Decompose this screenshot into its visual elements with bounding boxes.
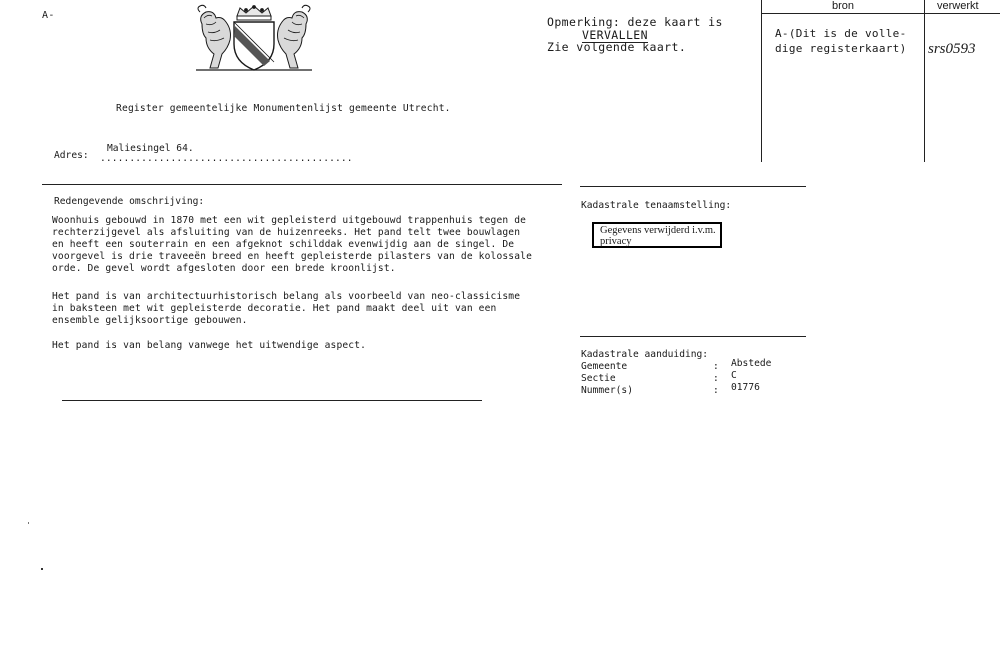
kadaster-value-gemeente: Abstede	[731, 358, 772, 369]
verwerkt-value: srs0593	[928, 41, 976, 57]
kadaster-value-nummer: 01776	[731, 382, 760, 393]
address-dotted-line: ...........................................	[100, 153, 353, 164]
kadaster-separator: :	[713, 385, 719, 396]
volgende-kaart-note: Zie volgende kaart.	[547, 40, 687, 54]
description-paragraph: Woonhuis gebouwd in 1870 met een wit gepleisterd uitgebouwd trappenhuis tegen de rechterzijgevel als afsluiting van de huizenreeks. Het pand telt twee bouwlagen en heeft een souterrain en een afgeknot schilddak evenwijdig aan de singel. De voorgevel is drie traveeën breed en heeft gepleisterde pilasters van de kolossale orde. De gevel wordt afgesloten door een brede kroonlijst.	[52, 215, 532, 274]
kadaster-separator: :	[713, 361, 719, 372]
address-value: Maliesingel 64.	[107, 143, 194, 154]
kadaster-label-gemeente: Gemeente	[581, 361, 628, 372]
table-divider-left	[761, 0, 762, 162]
opmerking-line: Opmerking: deze kaart is	[547, 15, 723, 29]
kadaster-label-sectie: Sectie	[581, 373, 616, 384]
column-header-bron: bron	[832, 0, 855, 12]
description-heading: Redengevende omschrijving:	[54, 196, 205, 207]
description-paragraph: Het pand is van belang vanwege het uitwendige aspect.	[52, 340, 367, 351]
table-header-rule	[761, 13, 1000, 14]
description-end-rule	[62, 400, 482, 401]
kadaster-separator: :	[713, 373, 719, 384]
corner-label: A-	[42, 10, 55, 21]
privacy-notice: Gegevens verwijderd i.v.m. privacy	[592, 222, 722, 248]
column-header-verwerkt: verwerkt	[937, 0, 979, 12]
section-rule-right	[580, 186, 806, 187]
aanduiding-heading: Kadastrale aanduiding:	[581, 349, 709, 360]
section-rule-left	[42, 184, 562, 185]
tenaamstelling-heading: Kadastrale tenaamstelling:	[581, 200, 732, 211]
table-divider-middle	[924, 0, 925, 162]
vervallen-status: VERVALLEN	[582, 28, 648, 42]
kadaster-label-nummer: Nummer(s)	[581, 385, 633, 396]
coat-of-arms-icon	[192, 4, 316, 72]
description-paragraph: Het pand is van architectuurhistorisch belang als voorbeeld van neo-classicisme in baksteen met wit gepleisterde decoratie. Het pand maakt deel uit van een ensemble gelijksoortige gebouwen.	[52, 291, 521, 326]
scan-speck	[28, 522, 29, 524]
bron-value-line2: dige registerkaart)	[775, 42, 907, 55]
bron-value-line1: A-(Dit is de volle-	[775, 27, 907, 40]
address-label: Adres:	[54, 150, 89, 161]
register-title: Register gemeentelijke Monumentenlijst gemeente Utrecht.	[116, 103, 451, 114]
scan-speck	[41, 568, 43, 570]
aanduiding-rule	[580, 336, 806, 337]
kadaster-value-sectie: C	[731, 370, 737, 381]
